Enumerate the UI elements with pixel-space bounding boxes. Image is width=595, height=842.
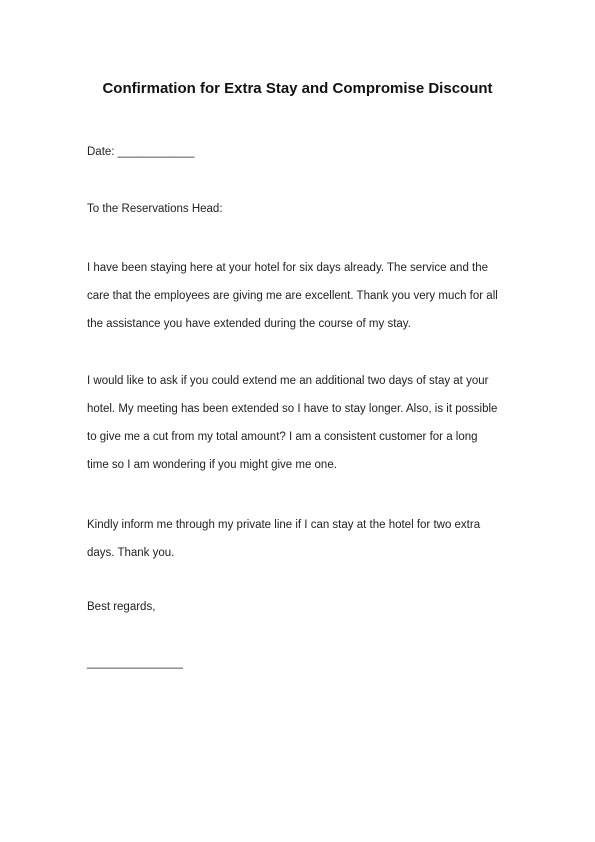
paragraph-line: hotel. My meeting has been extended so I have to stay longer. Also, is it possible xyxy=(87,403,498,415)
paragraph-2 xyxy=(87,372,512,484)
paragraph-line: care that the employees are giving me are excellent. Thank you very much for all xyxy=(87,290,498,302)
paragraph-1 xyxy=(87,259,512,343)
paragraph-line: days. Thank you. xyxy=(87,547,175,559)
document-title: Confirmation for Extra Stay and Compromise Discount xyxy=(102,80,493,97)
closing: Best regards, xyxy=(87,601,156,613)
paragraph-line: the assistance you have extended during the course of my stay. xyxy=(87,318,411,330)
paragraph-3 xyxy=(87,516,512,572)
paragraph-line: I would like to ask if you could extend me an additional two days of stay at your xyxy=(87,375,489,387)
paragraph-line: I have been staying here at your hotel for six days already. The service and the xyxy=(87,262,489,274)
signature-line: _______________ xyxy=(87,657,183,669)
paragraph-line: Kindly inform me through my private line if I can stay at the hotel for two extra xyxy=(87,519,481,531)
paragraph-line: to give me a cut from my total amount? I am a consistent customer for a long xyxy=(87,431,478,443)
paragraph-line: time so I am wondering if you might give me one. xyxy=(87,459,337,471)
date-line: Date: ____________ xyxy=(87,146,195,158)
salutation: To the Reservations Head: xyxy=(87,203,223,215)
